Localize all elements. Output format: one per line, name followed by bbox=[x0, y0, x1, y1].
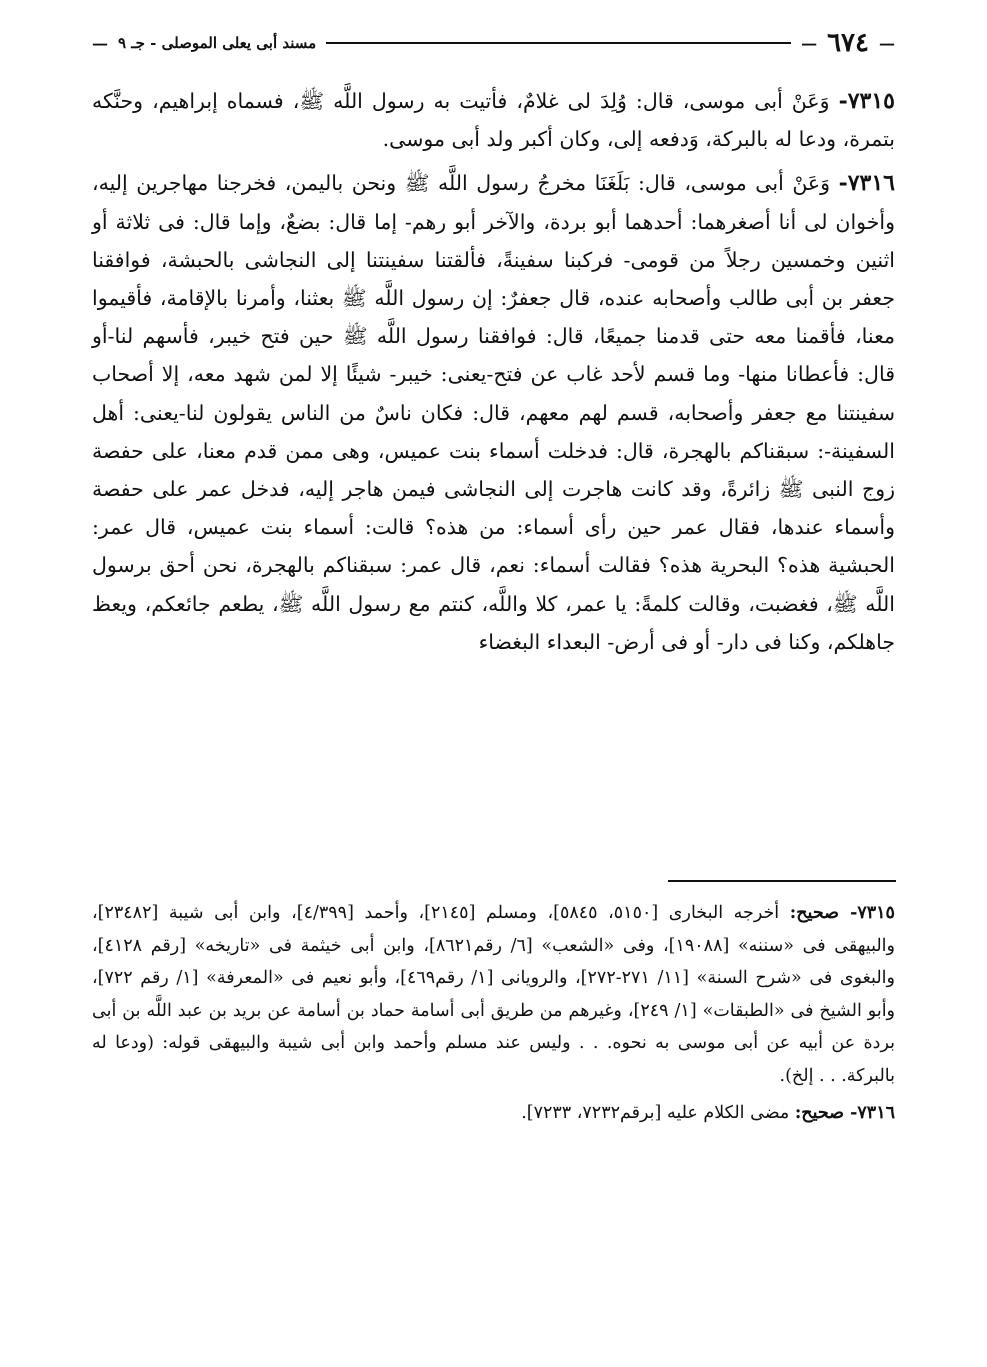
header-dash: — bbox=[92, 33, 108, 53]
hadith-paragraph bbox=[92, 82, 895, 158]
header-rule bbox=[326, 42, 791, 44]
hadith-number: ٧٣١٦- bbox=[838, 170, 895, 197]
header-dash: — bbox=[879, 33, 895, 53]
footnote-separator bbox=[668, 880, 896, 882]
footnote-label: ٧٣١٦- صحيح: bbox=[794, 1102, 895, 1123]
running-title: مسند أبى يعلى الموصلى - جـ ٩ bbox=[118, 34, 317, 52]
footnote bbox=[92, 897, 895, 1093]
page-header bbox=[92, 26, 895, 60]
hadith-number: ٧٣١٥- bbox=[838, 88, 895, 114]
footnote-text: أخرجه البخارى [٥١٥٠، ٥٨٤٥]، ومسلم [٢١٤٥]، وأحمد [٤/٣٩٩]، وابن أبى شيبة [٢٣٤٨٢]، والبيهقى فى «سننه» [١٩٠٨٨]، وفى «الشعب» [٦/ رقم٨٦٢١]، وابن أبى خيثمة فى «تاريخه» [رقم ٤١٢٨]، والبغوى فى «شرح السنة» [١١/ ٢٧١-٢٧٢]، والرويانى [١/ رقم٤٦٩]، وأبو نعيم فى «المعرفة» [١/ رقم ٧٢٢]، وأبو الشيخ فى «الطبقات» [١/ ٢٤٩]، وغيرهم من طريق أبى أسامة حماد بن أسامة عن بريد بن عبد اللَّه بن أبى بردة عن أبيه عن أبى موسى به نحوه. . . وليس عند مسلم وأحمد وابن أبى شيبة والبيهقى قوله: (ودعا له بالبركة. . . إلخ). bbox=[92, 903, 896, 1086]
footnote-text: مضى الكلام عليه [برقم٧٢٣٢، ٧٢٣٣]. bbox=[521, 1102, 790, 1123]
main-text bbox=[92, 82, 895, 667]
footnotes bbox=[92, 897, 895, 1133]
header-dash: — bbox=[801, 33, 818, 53]
hadith-paragraph bbox=[92, 164, 895, 661]
hadith-text: وَعَنْ أبى موسى، قال: بَلَغَنَا مخرجُ رسول اللَّه ﷺ ونحن باليمن، فخرجنا مهاجرين إليه، وأخوان لى أنا أصغرهما: أحدهما أبو بردة، والآخر أبو رهم- إما قال: بضعٌ، وإما قال: فى ثلاثة أو اثنين وخمسين رجلاً من قومى- فركبنا سفينةً، فألقتنا سفينتنا إلى النجاشى بالحبشة، فوافقنا جعفر بن أبى طالب وأصحابه عنده، قال جعفرٌ: إن رسول اللَّه ﷺ بعثنا، وأمرنا بالإقامة، فأقيموا معنا، فأقمنا معه حتى قدمنا جميعًا، قال: فوافقنا رسول اللَّه ﷺ حين فتح خيبر، فأسهم لنا-أو قال: فأعطانا منها- وما قسم لأحد غاب عن فتح-يعنى: خيبر- شيئًا إلا لمن شهد معه، إلا أصحاب سفينتنا مع جعفر وأصحابه، قسم لهم معهم، قال: فكان ناسٌ من الناس يقولون لنا-يعنى: أهل السفينة-: سبقناكم بالهجرة، قال: فدخلت أسماء بنت عميس، وهى ممن قدم معنا، على حفصة زوج النبى ﷺ زائرةً، وقد كانت هاجرت إلى النجاشى فيمن هاجر إليه، فدخل عمر على حفصة وأسماء عندها، فقال عمر حين رأى أسماء: من هذه؟ قالت: أسماء بنت عميس، قال عمر: الحبشية هذه؟ البحرية هذه؟ فقالت أسماء: نعم، قال عمر: سبقناكم بالهجرة، نحن أحق برسول اللَّه ﷺ، فغضبت، وقالت كلمةً: يا عمر، كلا واللَّه، كنتم مع رسول اللَّه ﷺ، يطعم جائعكم، ويعظ جاهلكم، وكنا فى دار- أو فى أرض- البعداء البغضاء bbox=[92, 171, 895, 654]
footnote-label: ٧٣١٥- صحيح: bbox=[789, 903, 895, 923]
footnote bbox=[92, 1097, 895, 1130]
page-number: ٦٧٤ bbox=[827, 28, 869, 58]
hadith-text: وَعَنْ أبى موسى، قال: وُلِدَ لى غلامٌ، فأتيت به رسول اللَّه ﷺ، فسماه إبراهيم، وحنَّكه بتمرة، ودعا له بالبركة، وَدفعه إلى، وكان أكبر ولد أبى موسى. bbox=[92, 89, 895, 152]
